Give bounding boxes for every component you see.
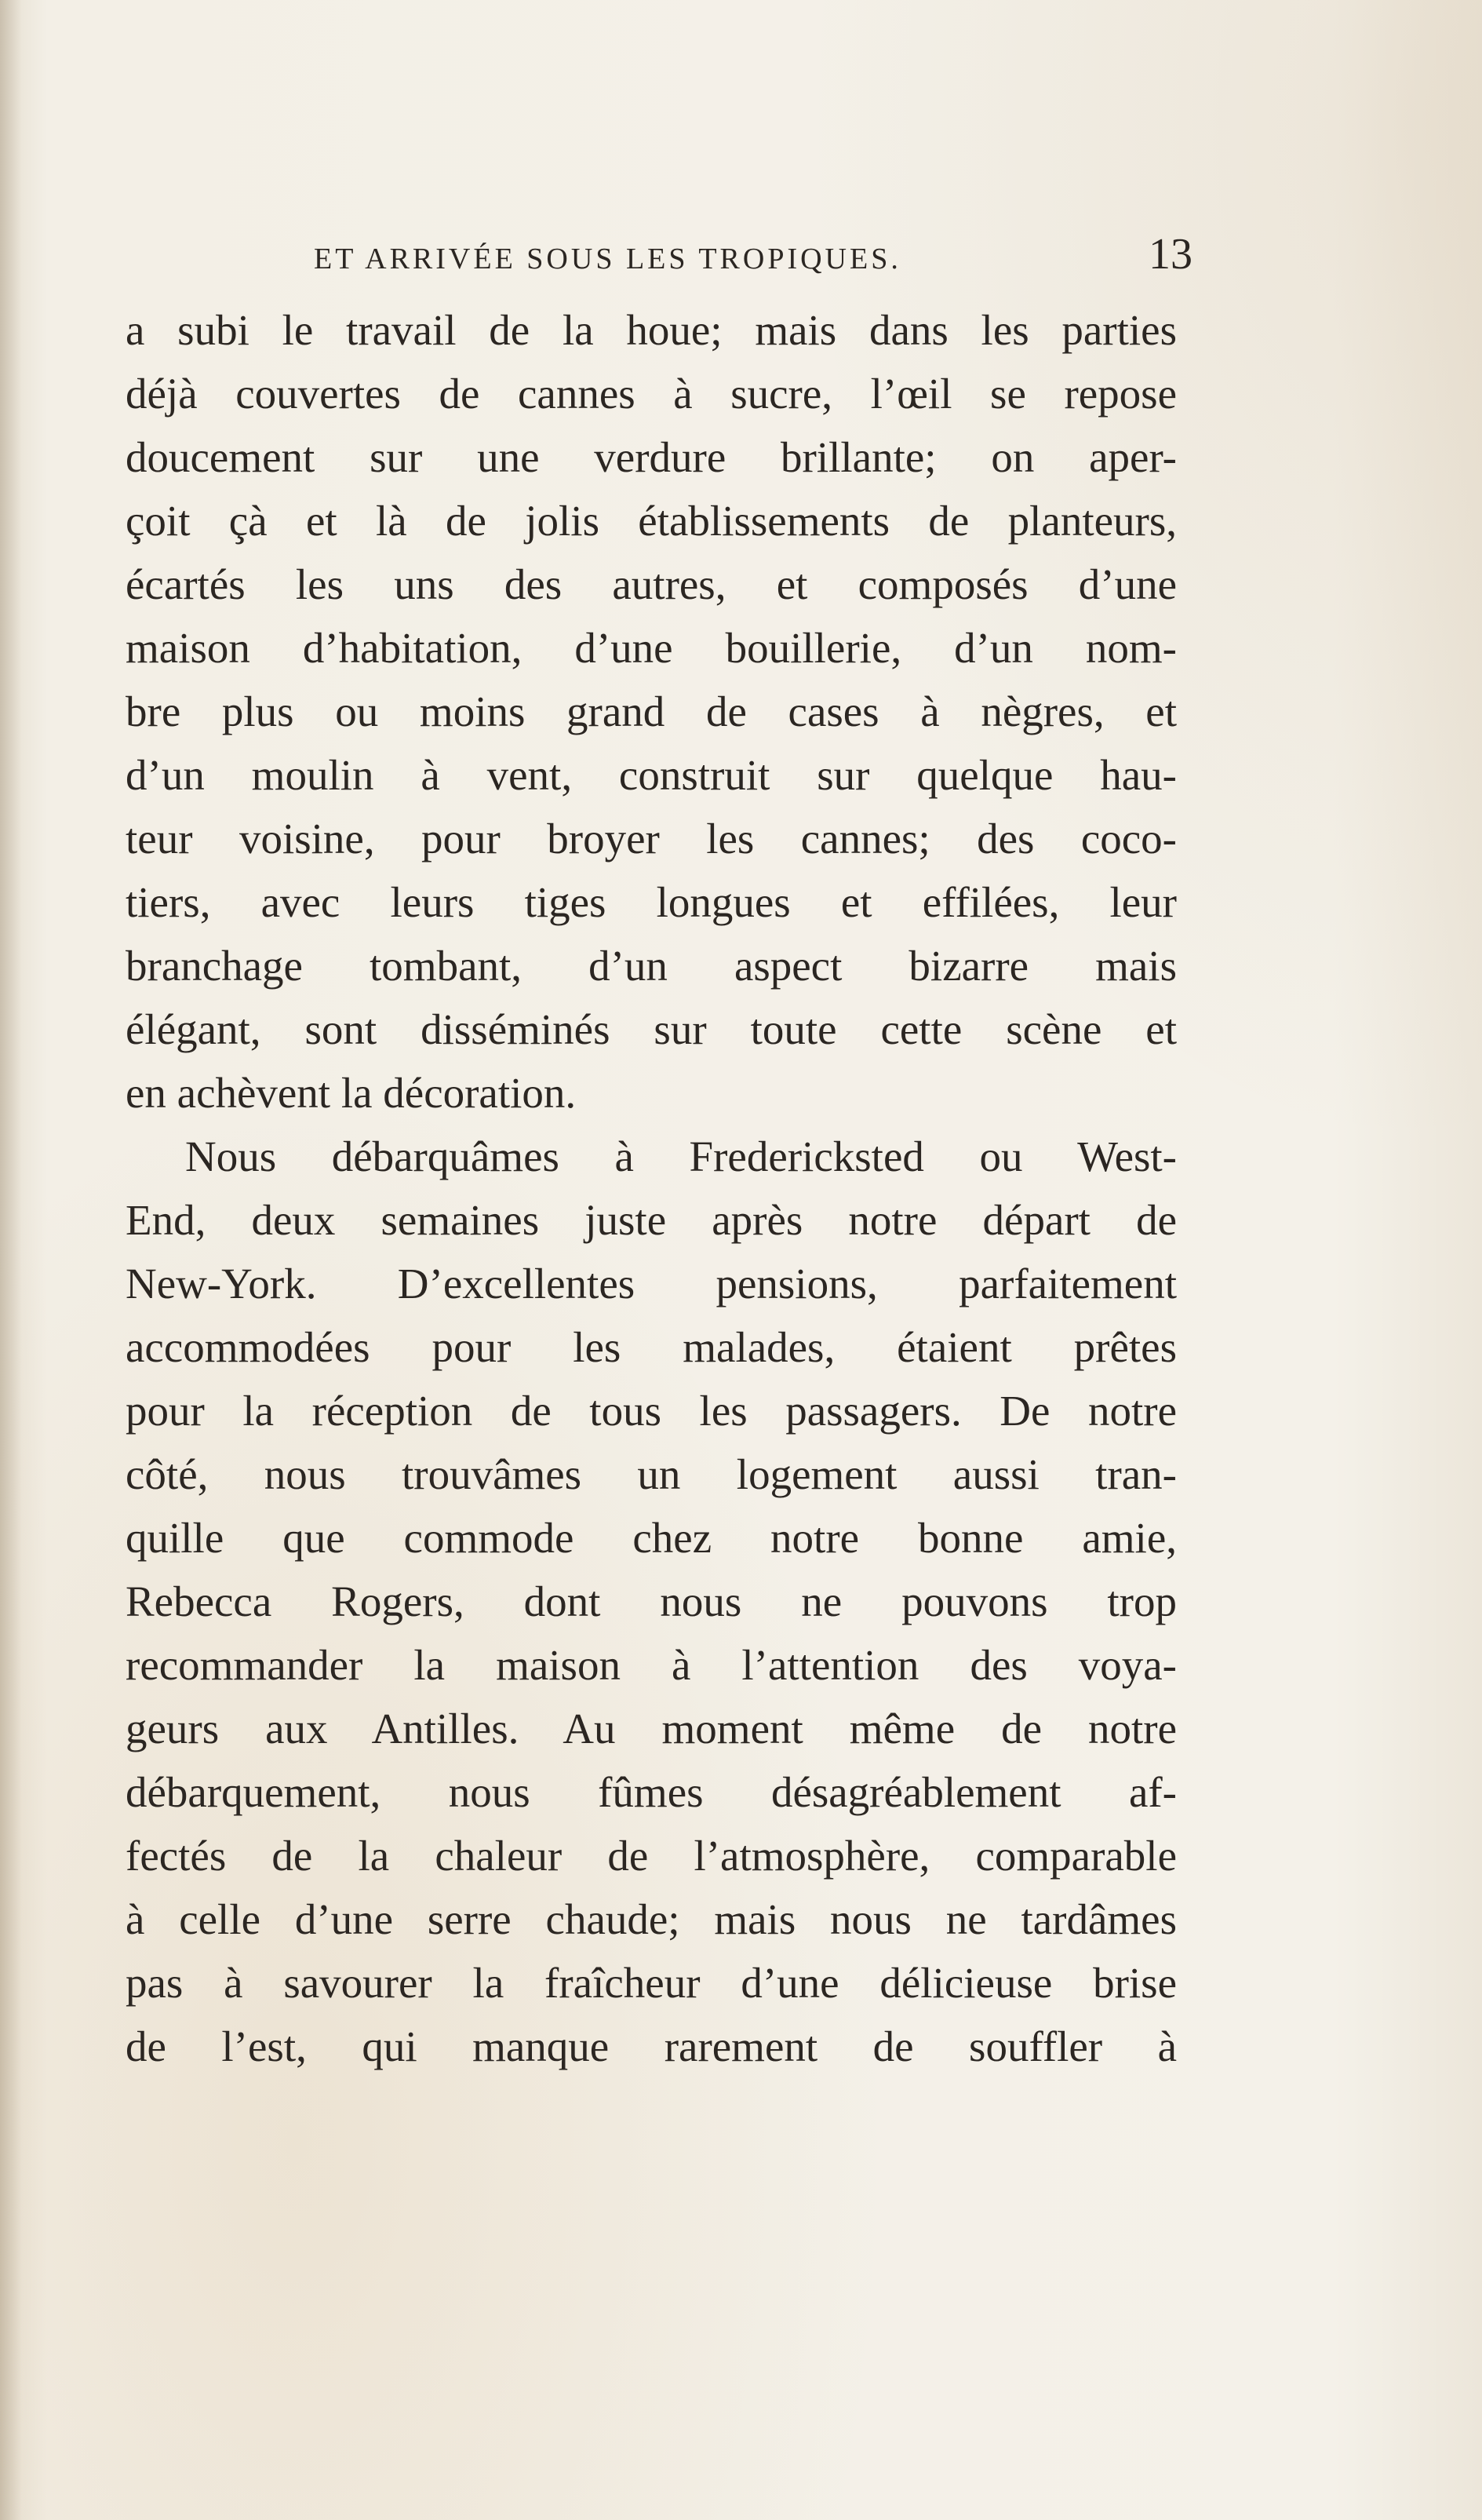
text-line: d’un moulin à vent, construit sur quelque hau- <box>126 751 1177 799</box>
text-line: débarquement, nous fûmes désagréablement af- <box>126 1768 1177 1816</box>
text-line: recommander la maison à l’attention des voya- <box>126 1641 1177 1689</box>
text-line: teur voisine, pour broyer les cannes; des coco- <box>126 815 1177 862</box>
text-line: doucement sur une verdure brillante; on aper- <box>126 433 1177 481</box>
text-line: a subi le travail de la houe; mais dans les parties <box>126 306 1177 354</box>
text-line: çoit çà et là de jolis établissements de planteurs, <box>126 497 1177 545</box>
text-line: de l’est, qui manque rarement de souffler à <box>126 2022 1177 2070</box>
page-number: 13 <box>1149 230 1193 279</box>
text-line: bre plus ou moins grand de cases à nègres, et <box>126 687 1177 735</box>
paragraph-start-line: Nous débarquâmes à Fredericksted ou West- <box>185 1132 1177 1180</box>
text-line: New-York. D’excellentes pensions, parfaitement <box>126 1260 1177 1307</box>
running-title: ET ARRIVÉE SOUS LES TROPIQUES. <box>314 243 901 275</box>
text-line: fectés de la chaleur de l’atmosphère, comparable <box>126 1832 1177 1880</box>
text-line: quille que commode chez notre bonne amie, <box>126 1514 1177 1562</box>
page-edge-shadow <box>0 0 22 2520</box>
paragraph-end-line: en achèvent la décoration. <box>126 1069 577 1117</box>
text-line: maison d’habitation, d’une bouillerie, d’un nom- <box>126 624 1177 672</box>
text-line: accommodées pour les malades, étaient prêtes <box>126 1323 1177 1371</box>
text-line: branchage tombant, d’un aspect bizarre mais <box>126 942 1177 990</box>
text-line: déjà couvertes de cannes à sucre, l’œil se repose <box>126 370 1177 418</box>
text-line: tiers, avec leurs tiges longues et effilées, leur <box>126 878 1177 926</box>
text-line: pour la réception de tous les passagers. De notre <box>126 1387 1177 1435</box>
text-line: côté, nous trouvâmes un logement aussi tran- <box>126 1450 1177 1498</box>
running-head <box>126 230 1193 283</box>
text-line: à celle d’une serre chaude; mais nous ne tardâmes <box>126 1895 1177 1943</box>
text-line: geurs aux Antilles. Au moment même de notre <box>126 1705 1177 1752</box>
text-line: Rebecca Rogers, dont nous ne pouvons trop <box>126 1577 1177 1625</box>
text-line: End, deux semaines juste après notre départ de <box>126 1196 1177 1244</box>
text-line: écartés les uns des autres, et composés d’une <box>126 560 1177 608</box>
text-line: pas à savourer la fraîcheur d’une délicieuse brise <box>126 1959 1177 2007</box>
body-text <box>126 298 1177 2078</box>
text-line: élégant, sont disséminés sur toute cette scène et <box>126 1005 1177 1053</box>
